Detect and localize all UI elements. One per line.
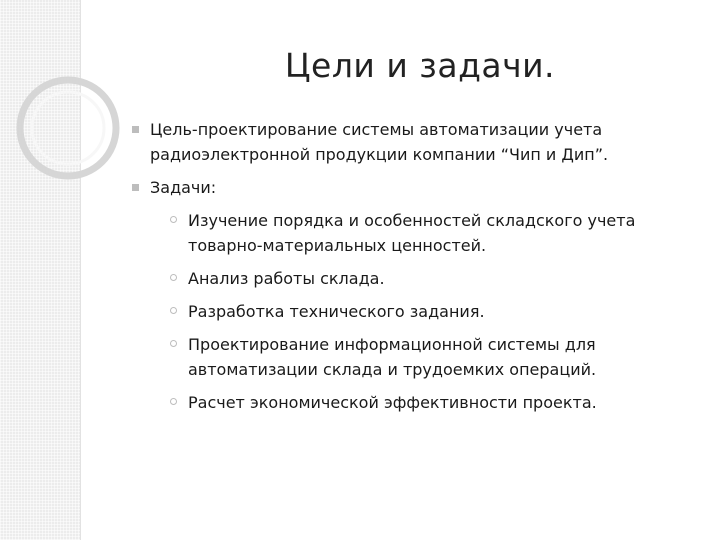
task-text: Проектирование информационной системы для автоматизации склада и трудоемких операций.: [188, 335, 597, 379]
tasks-list: [150, 208, 652, 415]
task-text: Разработка технического задания.: [188, 302, 485, 321]
circle-bullet-icon: [170, 340, 177, 347]
goal-item: [132, 117, 652, 167]
task-text: Расчет экономической эффективности проекта.: [188, 393, 597, 412]
task-item: [170, 266, 652, 291]
task-item: [170, 208, 652, 258]
task-item: [170, 390, 652, 415]
goal-text: -проектирование системы автоматизации учета радиоэлектронной продукции компании “Чип и Дип”.: [150, 120, 609, 164]
circle-bullet-icon: [170, 398, 177, 405]
task-text: Анализ работы склада.: [188, 269, 385, 288]
task-item: [170, 299, 652, 324]
slide-content: [132, 117, 652, 423]
circle-bullet-icon: [170, 307, 177, 314]
circle-bullet-icon: [170, 274, 177, 281]
goal-label: Цель: [150, 120, 192, 139]
tasks-item: [132, 175, 652, 415]
slide-title: Цели и задачи.: [284, 46, 556, 85]
task-text: Изучение порядка и особенностей складского учета товарно-материальных ценностей.: [188, 211, 636, 255]
task-item: [170, 332, 652, 382]
tasks-label: Задачи:: [150, 178, 217, 197]
circle-bullet-icon: [170, 216, 177, 223]
circle-ornament-icon: [0, 0, 140, 220]
square-bullet-icon: [132, 126, 139, 133]
square-bullet-icon: [132, 184, 139, 191]
